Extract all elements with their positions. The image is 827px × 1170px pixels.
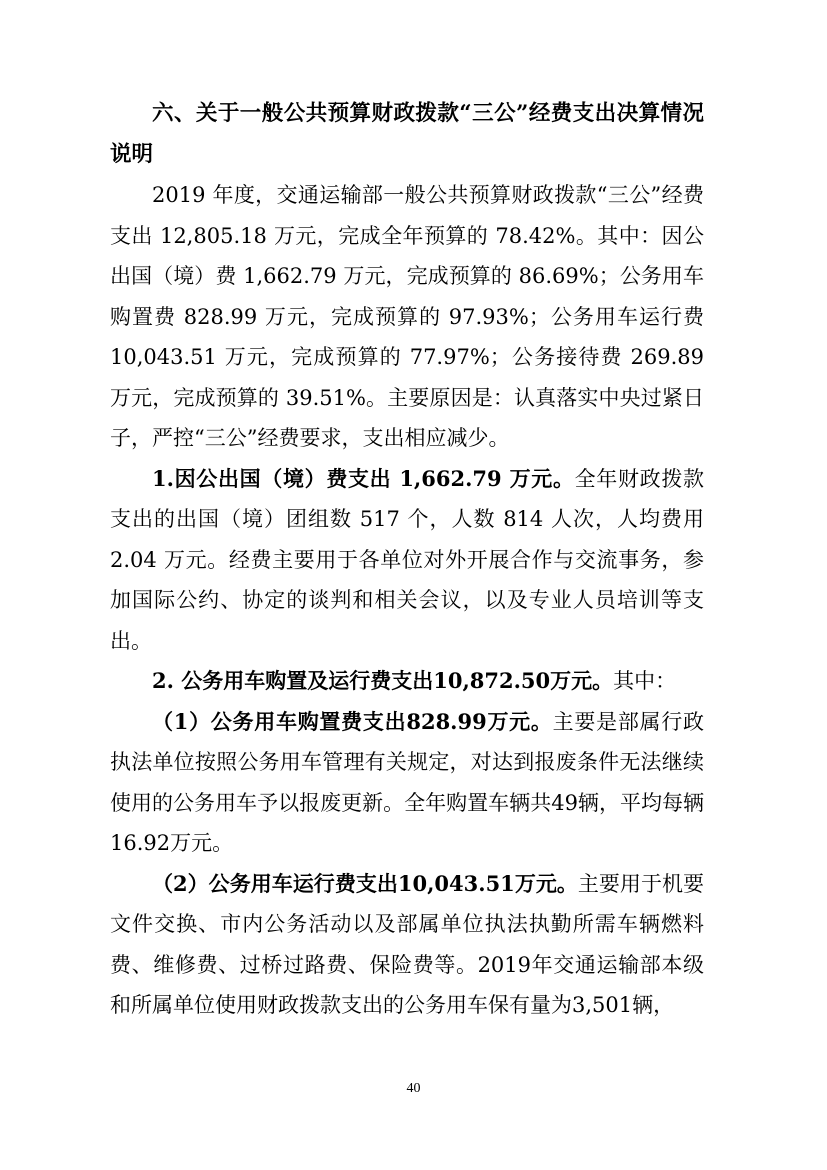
section-heading: 六、关于一般公共预算财政拨款“三公”经费支出决算情况说明 (110, 101, 704, 167)
item1-paragraph (110, 459, 704, 662)
item2-1-title: （1）公务用车购置费支出828.99万元。 (152, 708, 553, 734)
item2-2-title: （2）公务用车运行费支出10,043.51万元。 (152, 870, 578, 896)
item2-2-body: 主要用于机要文件交换、市内公务活动以及部属单位执法执勤所需车辆燃料费、维修费、过桥过路费、保险费等。2019年交通运输部本级和所属单位使用财政拨款支出的公务用车保有量为3,501辆， (110, 871, 705, 1017)
summary-paragraph: 2019 年度，交通运输部一般公共预算财政拨款“三公”经费支出 12,805.18 万元，完成全年预算的 78.42%。其中：因公出国（境）费 1,662.79 万元，完成预算的 86.69%；公务用车购置费 828.99 万元，完成预算的 97.93%；公务用车运行费 10,043.51 万元，完成预算的 77.97%；公务接待费 269.89 万元，完成预算的 39.51%。主要原因是：认真落实中央过紧日子，严控“三公”经费要求，支出相应减少。 (110, 183, 704, 450)
page-number: 40 (406, 1081, 421, 1096)
item1-title: 1.因公出国（境）费支出 1,662.79 万元。 (152, 465, 575, 491)
item2-1-paragraph (110, 702, 704, 864)
item2-title: 2. 公务用车购置及运行费支出10,872.50万元。 (152, 668, 614, 693)
item2-body: 其中： (613, 669, 677, 693)
item1-body: 全年财政拨款支出的出国（境）团组数 517 个，人数 814 人次，人均费用 2.04 万元。经费主要用于各单位对外开展合作与交流事务，参加国际公约、协定的谈判和相关会议，以及专业人员培训等支出。 (110, 466, 704, 653)
item2-1-body: 主要是部属行政执法单位按照公务用车管理有关规定，对达到报废条件无法继续使用的公务用车予以报废更新。全年购置车辆共49辆，平均每辆16.92万元。 (110, 709, 705, 855)
document-page (110, 94, 704, 1026)
item2-2-paragraph (110, 864, 704, 1026)
item2-paragraph (110, 661, 704, 702)
